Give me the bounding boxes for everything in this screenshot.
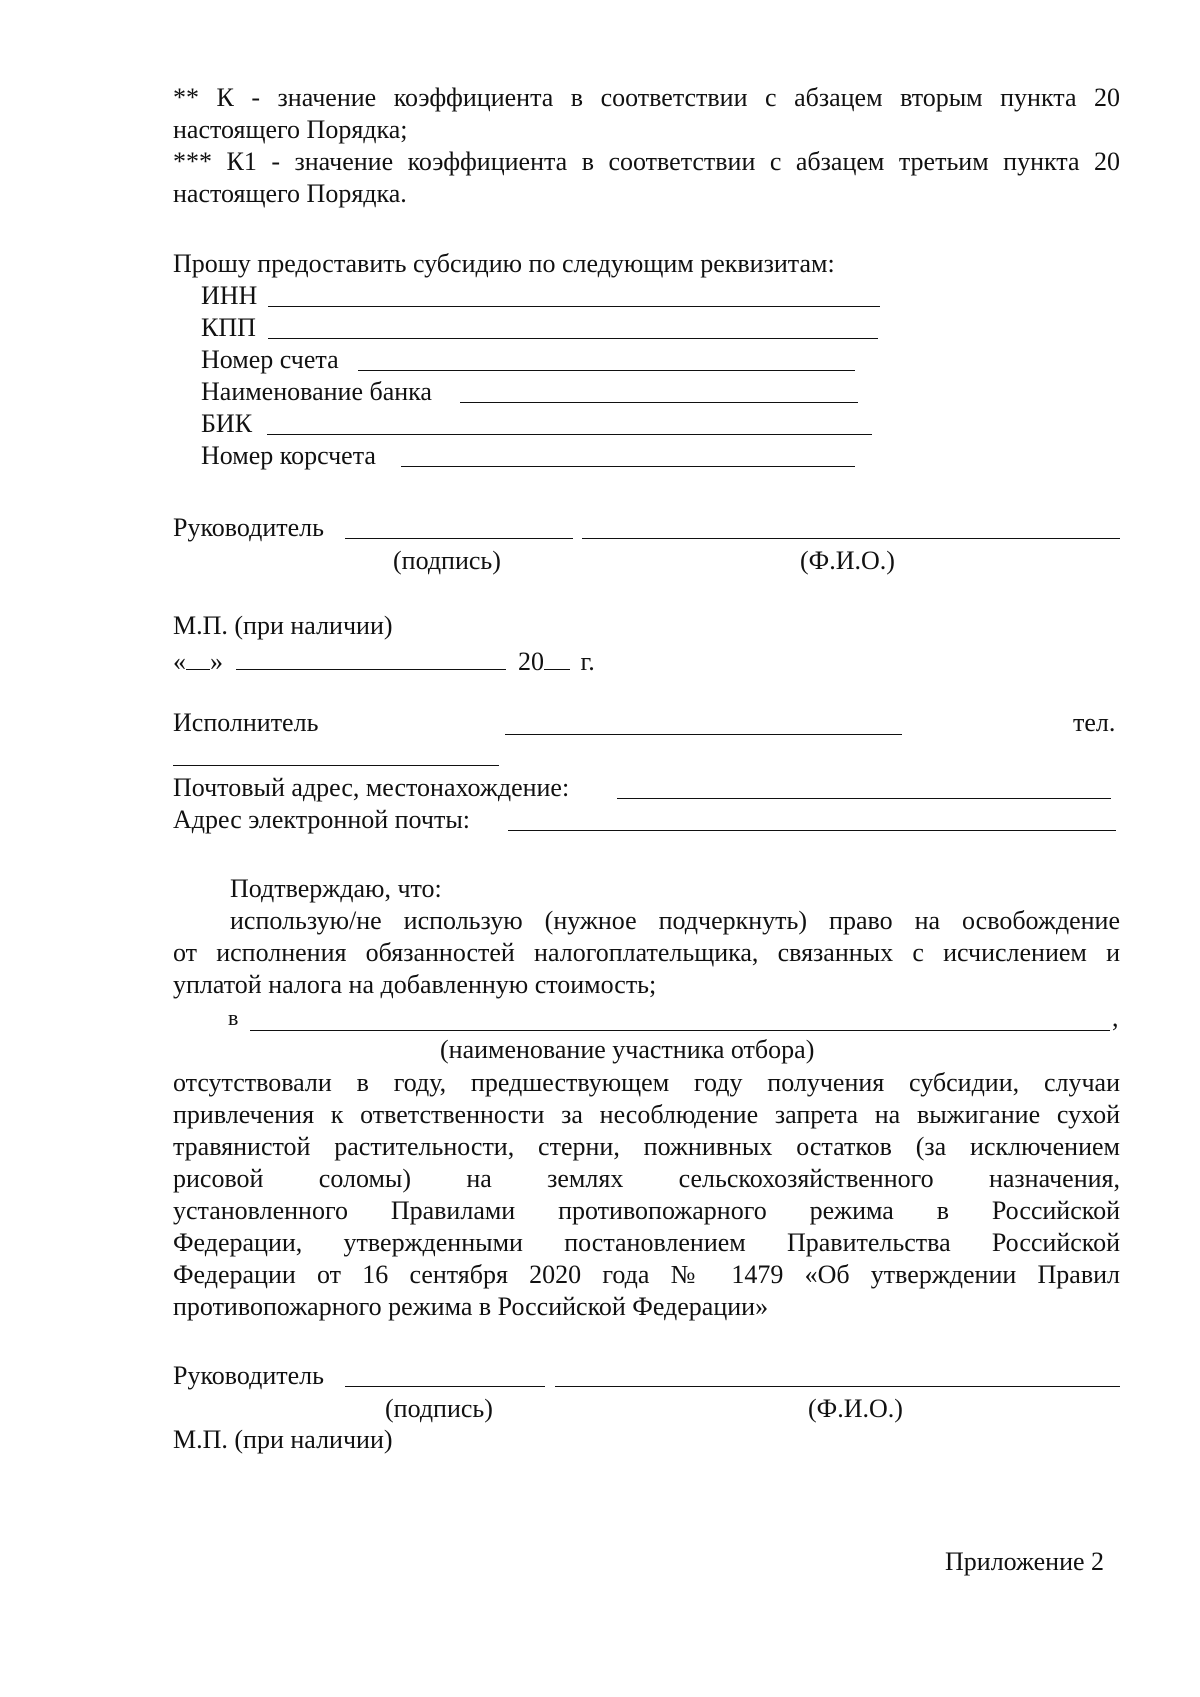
executor-label: Исполнитель — [173, 708, 319, 737]
date-open-quote: « — [173, 647, 186, 676]
signature1-sign-field[interactable] — [345, 538, 573, 539]
stamp1: М.П. (при наличии) — [173, 611, 393, 640]
executor-phone-label: тел. — [1073, 708, 1116, 737]
bank-label: Наименование банка — [201, 377, 432, 406]
in-prefix: в — [228, 1005, 239, 1030]
signature1-name-caption: (Ф.И.О.) — [800, 546, 895, 575]
body-line: привлечения к ответственности за несоблюдение запрета на выжигание сухой — [173, 1100, 1120, 1129]
date-close-quote: » — [210, 647, 223, 676]
body-line: травянистой растительности, стерни, пожнивных остатков (за исключением — [173, 1132, 1120, 1161]
date-line — [173, 643, 595, 678]
corr-label: Номер корсчета — [201, 441, 376, 470]
date-year-suffix: г. — [580, 647, 595, 676]
inn-label: ИНН — [201, 281, 258, 310]
participant-caption: (наименование участника отбора) — [440, 1035, 815, 1064]
date-year-prefix: 20 — [518, 647, 544, 676]
bank-field[interactable] — [460, 402, 858, 403]
executor-field[interactable] — [505, 734, 902, 735]
requisites-intro: Прошу предоставить субсидию по следующим реквизитам: — [173, 249, 835, 278]
bik-label: БИК — [201, 409, 253, 438]
appendix-label: Приложение 2 — [945, 1547, 1105, 1576]
in-suffix: , — [1112, 1003, 1119, 1032]
email-field[interactable] — [508, 830, 1116, 831]
footnote-k1-line1: *** К1 - значение коэффициента в соответствии с абзацем третьим пункта 20 — [173, 147, 1120, 176]
vat-line1: использую/не использую (нужное подчеркнуть) право на освобождение — [230, 906, 1120, 935]
body-line: Федерации, утвержденными постановлением Правительства Российской — [173, 1228, 1120, 1257]
signature1-label: Руководитель — [173, 513, 324, 542]
date-month-field[interactable] — [236, 643, 506, 670]
postal-address-field[interactable] — [617, 798, 1111, 799]
footnote-k-line2: настоящего Порядка; — [173, 115, 408, 144]
email-label: Адрес электронной почты: — [173, 805, 471, 834]
bik-field[interactable] — [267, 434, 872, 435]
participant-field[interactable] — [250, 1030, 1110, 1031]
confirmation-heading: Подтверждаю, что: — [230, 874, 442, 903]
signature1-name-field[interactable] — [582, 538, 1120, 539]
signature2-label: Руководитель — [173, 1361, 324, 1390]
date-day-field[interactable] — [186, 643, 210, 670]
body-line: отсутствовали в году, предшествующем году получения субсидии, случаи — [173, 1068, 1120, 1097]
executor-phone-field[interactable] — [173, 765, 499, 766]
signature2-name-caption: (Ф.И.О.) — [808, 1394, 903, 1423]
vat-line3: уплатой налога на добавленную стоимость; — [173, 970, 657, 999]
account-field[interactable] — [358, 370, 855, 371]
signature2-name-field[interactable] — [555, 1386, 1120, 1387]
body-line: Федерации от 16 сентября 2020 года № 1479 «Об утверждении Правил — [173, 1260, 1120, 1289]
kpp-field[interactable] — [268, 338, 878, 339]
signature1-sign-caption: (подпись) — [393, 546, 501, 575]
date-year-field[interactable] — [544, 643, 570, 670]
kpp-label: КПП — [201, 313, 256, 342]
body-line: противопожарного режима в Российской Федерации» — [173, 1292, 769, 1321]
footnote-k1-line2: настоящего Порядка. — [173, 179, 407, 208]
account-label: Номер счета — [201, 345, 339, 374]
body-line: рисовой соломы) на землях сельскохозяйственного назначения, — [173, 1164, 1120, 1193]
vat-line2: от исполнения обязанностей налогоплательщика, связанных с исчислением и — [173, 938, 1120, 967]
signature2-sign-field[interactable] — [345, 1386, 545, 1387]
signature2-sign-caption: (подпись) — [385, 1394, 493, 1423]
corr-field[interactable] — [401, 466, 855, 467]
footnote-k-line1: ** К - значение коэффициента в соответствии с абзацем вторым пункта 20 — [173, 83, 1120, 112]
body-line: установленного Правилами противопожарного режима в Российской — [173, 1196, 1120, 1225]
inn-field[interactable] — [268, 306, 880, 307]
stamp2: М.П. (при наличии) — [173, 1425, 393, 1454]
postal-address-label: Почтовый адрес, местонахождение: — [173, 773, 570, 802]
